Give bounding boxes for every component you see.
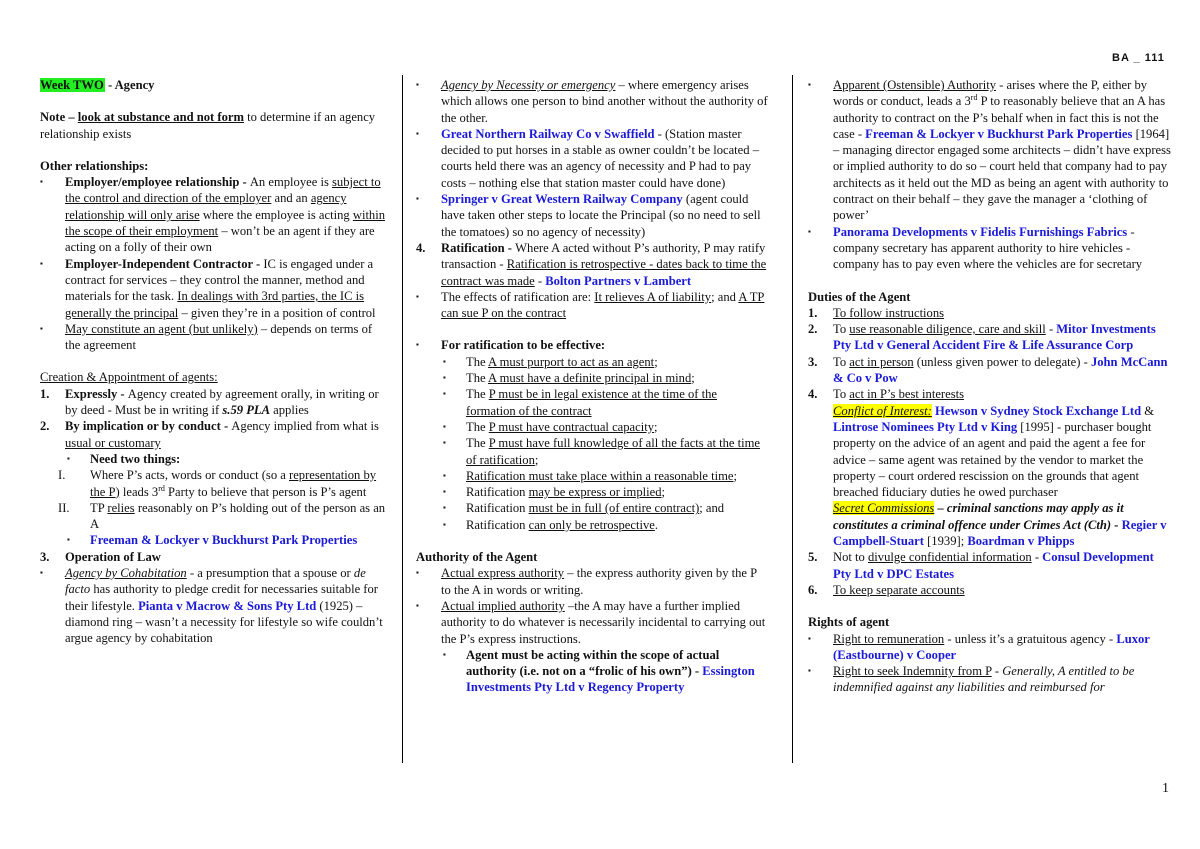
scope-note: ▪ Agent must be acting within the scope of actual authority (i.e. not on a “frolic of his own”) - Essington Investments Pty Ltd v Regency Property xyxy=(416,647,768,696)
case-pianta: Pianta v Macrow & Sons Pty Ltd xyxy=(138,598,317,613)
rat-req-i: ▪ Ratification can only be retrospective. xyxy=(416,517,768,533)
column-3 xyxy=(808,77,1172,696)
column-2 xyxy=(416,77,768,696)
list-item-independent-contractor: ▪ Employer-Independent Contractor - IC is engaged under a contract for services – they control the manner, method and materials for the task. In dealings with 3rd parties, the IC is generally the principal – given they’re in a position of control xyxy=(40,256,386,321)
list-item-cohabitation: ▪ Agency by Cohabitation - a presumption that a spouse or de facto has authority to pledge credit for necessaries suitable for their lifestyle. Pianta v Macrow & Sons Pty Ltd (1925) – diamond ring – wasn’t a necessity for lifestyle so wife couldn’t argue agency by cohabitation xyxy=(40,565,386,646)
list-item-apparent-authority: ▪ Apparent (Ostensible) Authority - arises where the P, either by words or conduct, leads a 3rd P to reasonably believe that an A has authority to contract on the P’s behalf when in fact this is not the case - Freeman & Lockyer v Buckhurst Park Properties [1964] – managing director engaged some architects – didn’t have express or implied authority to do so – court held that company had to pay architects as it held out the MD as being an agent with authority to contract on their behalf – they gave the manager a ‘clothing of power’ xyxy=(808,77,1172,224)
list-item-actual-implied: ▪ Actual implied authority –the A may have a further implied authority to do whatever is necessarily incidental to carrying out the P’s express instructions. xyxy=(416,598,768,647)
duty-5: 5. Not to divulge confidential information - Consul Development Pty Ltd v DPC Estates xyxy=(808,550,1154,581)
list-item-expressly: 1. Expressly - Agency created by agreement orally, in writing or by deed - Must be in writing if s.59 PLA applies xyxy=(40,386,379,418)
right-remuneration: ▪ Right to remuneration - unless it’s a gratuitous agency - Luxor (Eastbourne) v Cooper xyxy=(808,631,1172,664)
list-item-operation-of-law: 3. Operation of Law xyxy=(40,549,161,564)
rat-req-d: ▪ The P must have contractual capacity; xyxy=(416,419,768,435)
rat-req-g: ▪ Ratification may be express or implied; xyxy=(416,484,768,500)
duty-2: 2. To use reasonable diligence, care and skill - Mitor Investments Pty Ltd v General Accident Fire & Life Assurance Corp xyxy=(808,322,1156,353)
page-number: 1 xyxy=(1162,781,1169,796)
duties-heading: Duties of the Agent xyxy=(808,289,911,304)
note-paragraph: Note – look at substance and not form to determine if an agency relationship exists xyxy=(40,110,376,141)
rat-req-f: ▪ Ratification must take place within a reasonable time; xyxy=(416,468,768,484)
list-item-ratification: 4. Ratification - Where A acted without P’s authority, P may ratify transaction - Ratification is retrospective - dates back to time the contract was made - Bolton Partners v Lambert xyxy=(416,240,767,288)
column-divider-2 xyxy=(792,75,793,763)
need-two-things: ▪ Need two things: xyxy=(40,451,386,467)
list-item-roman-1: I. Where P’s acts, words or conduct (so a representation by the P) leads 3rd Party to believe that person is P’s agent xyxy=(58,468,377,499)
other-relationships-heading: Other relationships: xyxy=(40,158,149,173)
creation-heading: Creation & Appointment of agents: xyxy=(40,370,218,385)
list-item-necessity: ▪ Agency by Necessity or emergency – where emergency arises which allows one person to bind another without the authority of the other. xyxy=(416,77,768,126)
list-item-roman-2: II. TP relies reasonably on P’s holding out of the person as an A xyxy=(58,500,386,532)
rat-req-h: ▪ Ratification must be in full (of entire contract); and xyxy=(416,500,768,516)
right-indemnity: ▪ Right to seek Indemnity from P - Generally, A entitled to be indemnified against any liabilities and reimbursed for xyxy=(808,663,1172,696)
list-item-effects: ▪ The effects of ratification are: It relieves A of liability; and A TP can sue P on the contract xyxy=(416,289,768,322)
list-item-gnr-case: ▪ Great Northern Railway Co v Swaffield - (Station master decided to put horses in a stable as owner couldn’t be located – courts held there was an agency of necessity and P had to pay costs – nothing else that station master could have done) xyxy=(416,126,768,191)
duty-1: 1. To follow instructions xyxy=(808,305,945,320)
rat-req-e: ▪ The P must have full knowledge of all the facts at the time of ratification; xyxy=(416,435,768,468)
list-item-employer-employee: ▪ Employer/employee relationship - An employee is subject to the control and direction of the employer and an agency relationship will only arise where the employee is acting within the scope of their employment – won’t be an agent if they are acting on a folly of their own xyxy=(40,174,386,255)
column-1 xyxy=(40,77,386,647)
duty-4: 4. To act in P’s best interests xyxy=(808,387,964,402)
list-item-panorama: ▪ Panorama Developments v Fidelis Furnishings Fabrics - company secretary has apparent authority to hire vehicles - company has to pay even where the vehicles are for secretary xyxy=(808,224,1172,273)
case-freeman-lockyer: ▪ Freeman & Lockyer v Buckhurst Park Properties xyxy=(40,532,386,548)
list-item-may-constitute: ▪ May constitute an agent (but unlikely) – depends on terms of the agreement xyxy=(40,321,386,354)
secret-commissions: Secret Commissions – criminal sanctions may apply as it constitutes a criminal offence under Crimes Act (Cth) - Regier v Campbell-Stuart [1939]; Boardman v Phipps xyxy=(833,501,1167,549)
rat-req-b: ▪ The A must have a definite principal in mind; xyxy=(416,370,768,386)
for-ratification-heading: ▪ For ratification to be effective: xyxy=(416,337,768,353)
rights-heading: Rights of agent xyxy=(808,615,890,630)
duty-3: 3. To act in person (unless given power to delegate) - John McCann & Co v Pow xyxy=(808,354,1168,386)
duty-6: 6. To keep separate accounts xyxy=(808,582,965,597)
list-item-implication: 2. By implication or by conduct - Agency implied from what is usual or customary xyxy=(40,419,379,450)
document-code: BA _ 111 xyxy=(1112,52,1165,64)
column-divider-1 xyxy=(402,75,403,763)
list-item-springer-case: ▪ Springer v Great Western Railway Company (agent could have taken other steps to locate the Principal (so no need to sell the tomatoes) so no agency of necessity) xyxy=(416,191,768,240)
list-item-actual-express: ▪ Actual express authority – the express authority given by the P to the A in words or writing. xyxy=(416,565,768,598)
page-title: Week TWO - Agency xyxy=(40,78,155,92)
rat-req-a: ▪ The A must purport to act as an agent; xyxy=(416,354,768,370)
conflict-of-interest: Conflict of Interest: Hewson v Sydney Stock Exchange Ltd & Lintrose Nominees Pty Ltd v King [1995] - purchaser bought property on the advice of an agent and paid the agent a fee for advice – same agent was retained by the vendor to market the property – court ordered rescission on the grounds that agent breached fiduciary duties he owed purchaser xyxy=(833,403,1155,500)
rat-req-c: ▪ The P must be in legal existence at the time of the formation of the contract xyxy=(416,386,768,419)
authority-heading: Authority of the Agent xyxy=(416,550,538,565)
